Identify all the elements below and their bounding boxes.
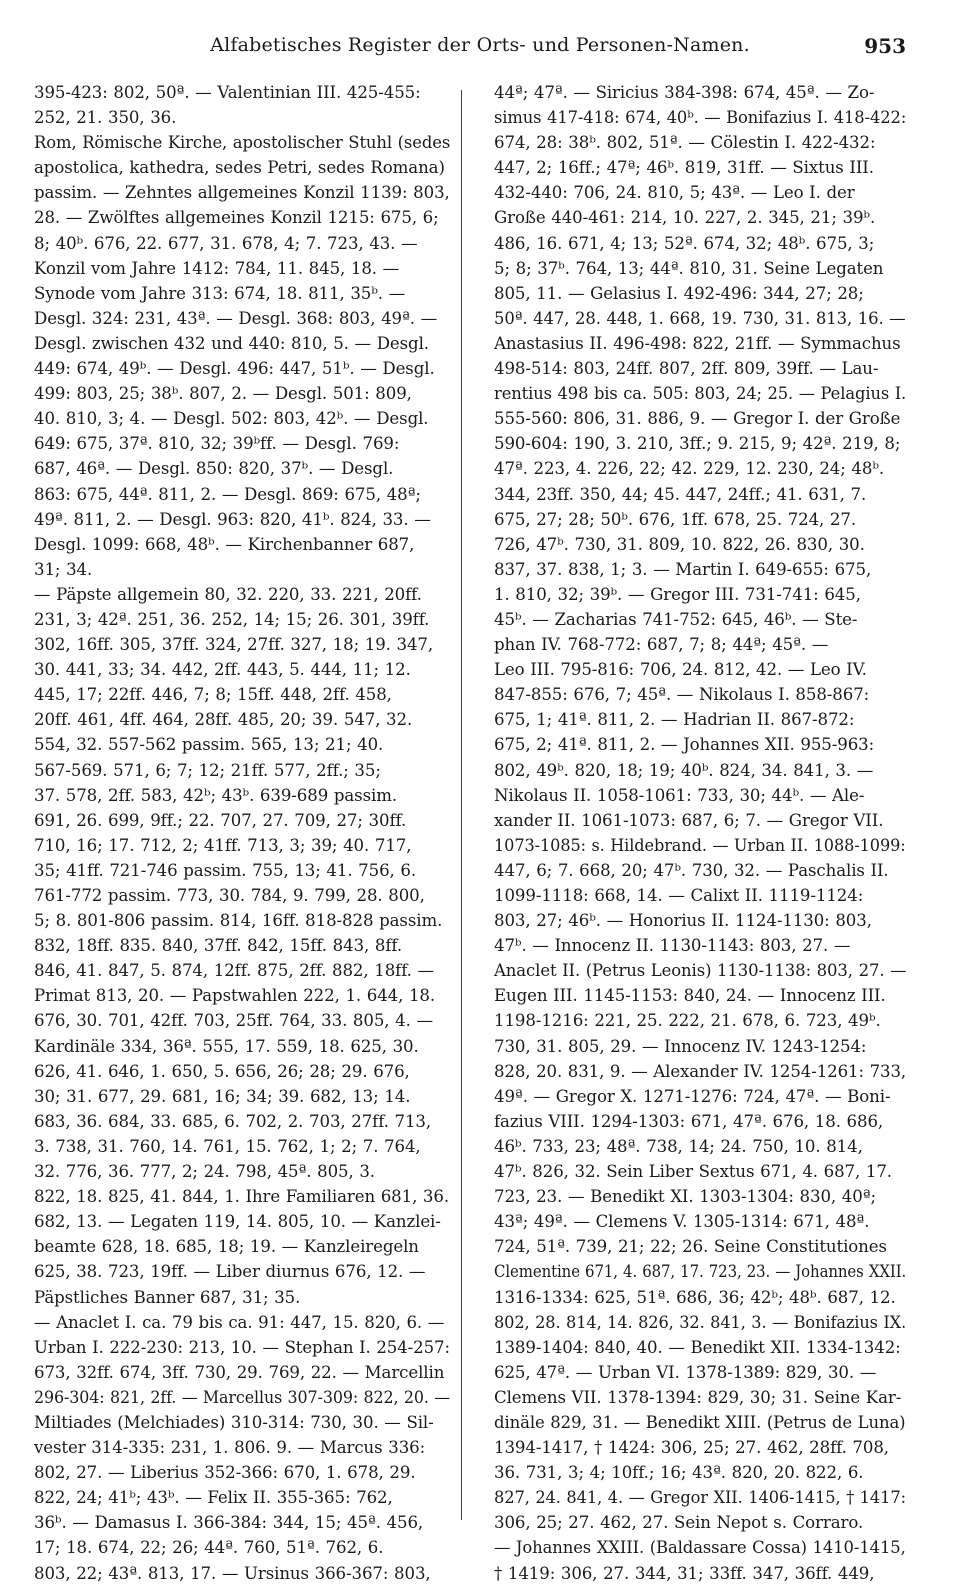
index-line: 682, 13. — Legaten 119, 14. 805, 10. — Kanzlei- [34,1212,441,1232]
index-line: simus 417-418: 674, 40ᵇ. — Bonifazius I. 418-422: [494,108,906,128]
index-line: 822, 18. 825, 41. 844, 1. Ihre Familiaren 681, 36. [34,1187,450,1207]
index-line: Synode vom Jahre 313: 674, 18. 811, 35ᵇ. — [34,283,406,303]
index-line: 40. 810, 3; 4. — Desgl. 502: 803, 42ᵇ. — Desgl. [34,409,429,429]
index-line: 847-855: 676, 7; 45ª. — Nikolaus I. 858-867: [494,685,870,705]
index-line: Päpstliches Banner 687, 31; 35. [34,1287,301,1307]
index-line: 49ª. — Gregor X. 1271-1276: 724, 47ª. — Boni- [494,1086,891,1106]
index-line: xander II. 1061-1073: 687, 6; 7. — Gregor VII. [494,810,884,830]
index-line: passim. — Zehntes allgemeines Konzil 1139: 803, [34,183,450,203]
index-line: 47ᵇ. — Innocenz II. 1130-1143: 803, 27. — [494,936,851,956]
index-line: 49ª. 811, 2. — Desgl. 963: 820, 41ᵇ. 824, 33. — [34,509,431,529]
index-line: 20ff. 461, 4ff. 464, 28ff. 485, 20; 39. 547, 32. [34,710,413,730]
index-line: 231, 3; 42ª. 251, 36. 252, 14; 15; 26. 301, 39ff. [34,609,430,629]
index-line: 1073-1085: s. Hildebrand. — Urban II. 1088-1099: [494,835,906,855]
index-line: Nikolaus II. 1058-1061: 733, 30; 44ᵇ. — Ale- [494,785,865,805]
index-line: 837, 37. 838, 1; 3. — Martin I. 649-655: 675, [494,559,872,579]
index-line: Anastasius II. 496-498: 822, 21ff. — Symmachus [494,333,901,353]
index-line: phan IV. 768-772: 687, 7; 8; 44ª; 45ª. — [494,635,829,655]
left-column [34,80,450,1586]
index-line: Rom, Römische Kirche, apostolischer Stuhl (sedes [34,133,450,153]
index-line: 432-440: 706, 24. 810, 5; 43ª. — Leo I. der [494,183,855,203]
index-line: 47ª. 223, 4. 226, 22; 42. 229, 12. 230, 24; 48ᵇ. [494,459,885,479]
index-line: 296-304: 821, 2ff. — Marcellus 307-309: 822, 20. — [34,1387,450,1407]
index-line: 1198-1216: 221, 25. 222, 21. 678, 6. 723, 49ᵇ. [494,1011,881,1031]
index-line: 8; 40ᵇ. 676, 22. 677, 31. 678, 4; 7. 723, 43. — [34,233,418,253]
index-line: 36ᵇ. — Damasus I. 366-384: 344, 15; 45ª. 456, [34,1513,424,1533]
running-title: Alfabetisches Register der Orts- und Personen-Namen. [210,34,750,56]
index-line: 447, 2; 16ff.; 47ª; 46ᵇ. 819, 31ff. — Sixtus III. [494,158,874,178]
index-line: Clementine 671, 4. 687, 17. 723, 23. — Johannes XXII. [494,1262,906,1282]
index-line: 828, 20. 831, 9. — Alexander IV. 1254-1261: 733, [494,1061,906,1081]
index-line: Urban I. 222-230: 213, 10. — Stephan I. 254-257: [34,1337,450,1357]
index-line: — Päpste allgemein 80, 32. 220, 33. 221, 20ff. [34,584,422,604]
index-line: 590-604: 190, 3. 210, 3ff.; 9. 215, 9; 42ª. 219, 8; [494,434,901,454]
index-line: 499: 803, 25; 38ᵇ. 807, 2. — Desgl. 501: 809, [34,384,412,404]
index-line: Anaclet II. (Petrus Leonis) 1130-1138: 803, 27. — [494,961,906,981]
index-line: 46ᵇ. 733, 23; 48ª. 738, 14; 24. 750, 10. 814, [494,1136,863,1156]
index-line: 803, 22; 43ª. 813, 17. — Ursinus 366-367: 803, [34,1563,431,1583]
index-line: 730, 31. 805, 29. — Innocenz IV. 1243-1254: [494,1036,867,1056]
index-line: Clemens VII. 1378-1394: 829, 30; 31. Seine Kar- [494,1387,902,1407]
index-line: 35; 41ff. 721-746 passim. 755, 13; 41. 756, 6. [34,860,417,880]
index-line: 832, 18ff. 835. 840, 37ff. 842, 15ff. 843, 8ff. [34,936,402,956]
index-line: 675, 1; 41ª. 811, 2. — Hadrian II. 867-872: [494,710,855,730]
index-line: 726, 47ᵇ. 730, 31. 809, 10. 822, 26. 830, 30. [494,534,865,554]
index-line: 723, 23. — Benedikt XI. 1303-1304: 830, 40ª; [494,1187,876,1207]
index-line: 30; 31. 677, 29. 681, 16; 34; 39. 682, 13; 14. [34,1086,411,1106]
index-line: 683, 36. 684, 33. 685, 6. 702, 2. 703, 27ff. 713, [34,1111,432,1131]
index-line: 554, 32. 557-562 passim. 565, 13; 21; 40. [34,735,384,755]
index-line: 252, 21. 350, 36. [34,108,177,128]
right-column [494,80,906,1586]
index-line: 802, 28. 814, 14. 826, 32. 841, 3. — Bonifazius IX. [494,1312,906,1332]
index-line: 5; 8; 37ᵇ. 764, 13; 44ª. 810, 31. Seine Legaten [494,258,884,278]
index-line: 649: 675, 37ª. 810, 32; 39ᵇff. — Desgl. 769: [34,434,400,454]
index-line: 37. 578, 2ff. 583, 42ᵇ; 43ᵇ. 639-689 passim. [34,785,398,805]
index-line: vester 314-335: 231, 1. 806. 9. — Marcus 336: [34,1438,426,1458]
index-line: 674, 28: 38ᵇ. 802, 51ª. — Cölestin I. 422-432: [494,133,876,153]
index-line: 555-560: 806, 31. 886, 9. — Gregor I. der Große [494,409,901,429]
index-line: rentius 498 bis ca. 505: 803, 24; 25. — Pelagius I. [494,384,906,404]
index-line: 676, 30. 701, 42ff. 703, 25ff. 764, 33. 805, 4. — [34,1011,433,1031]
index-line: Leo III. 795-816: 706, 24. 812, 42. — Leo IV. [494,660,867,680]
index-line: 1389-1404: 840, 40. — Benedikt XII. 1334-1342: [494,1337,901,1357]
index-line: 447, 6; 7. 668, 20; 47ᵇ. 730, 32. — Paschalis II. [494,860,889,880]
index-line: 761-772 passim. 773, 30. 784, 9. 799, 28. 800, [34,886,425,905]
index-line: 3. 738, 31. 760, 14. 761, 15. 762, 1; 2; 7. 764, [34,1136,421,1156]
index-line: 822, 24; 41ᵇ; 43ᵇ. — Felix II. 355-365: 762, [34,1488,393,1508]
index-line: Desgl. zwischen 432 und 440: 810, 5. — Desgl. [34,333,429,353]
index-line: Eugen III. 1145-1153: 840, 24. — Innocenz III. [494,986,886,1006]
index-line: 50ª. 447, 28. 448, 1. 668, 19. 730, 31. 813, 16. — [494,308,906,328]
index-line: 691, 26. 699, 9ff.; 22. 707, 27. 709, 27; 30ff. [34,810,407,830]
index-line: Desgl. 324: 231, 43ª. — Desgl. 368: 803, 49ª. — [34,308,438,328]
index-line: — Johannes XXIII. (Baldassare Cossa) 1410-1415, [494,1538,906,1558]
index-line: 1. 810, 32; 39ᵇ. — Gregor III. 731-741: 645, [494,584,861,604]
index-line: 36. 731, 3; 4; 10ff.; 16; 43ª. 820, 20. 822, 6. [494,1463,864,1483]
index-line: 846, 41. 847, 5. 874, 12ff. 875, 2ff. 882, 18ff. — [34,961,434,981]
index-line: 44ª; 47ª. — Siricius 384-398: 674, 45ª. — Zo- [494,83,875,102]
index-line: Miltiades (Melchiades) 310-314: 730, 30. — Sil- [34,1412,434,1432]
index-line: 805, 11. — Gelasius I. 492-496: 344, 27; 28; [494,283,864,303]
index-line: 31; 34. [34,559,93,579]
index-line: 45ᵇ. — Zacharias 741-752: 645, 46ᵇ. — Ste- [494,609,858,629]
index-line: Primat 813, 20. — Papstwahlen 222, 1. 644, 18. [34,986,436,1006]
index-line: 802, 27. — Liberius 352-366: 670, 1. 678, 29. [34,1463,416,1483]
index-line: 673, 32ff. 674, 3ff. 730, 29. 769, 22. — Marcellin [34,1362,445,1382]
index-line: 449: 674, 49ᵇ. — Desgl. 496: 447, 51ᵇ. — Desgl. [34,359,435,379]
index-line: 827, 24. 841, 4. — Gregor XII. 1406-1415, † 1417: [494,1488,906,1508]
index-line: 30. 441, 33; 34. 442, 2ff. 443, 5. 444, 11; 12. [34,660,411,680]
index-line: 1316-1334: 625, 51ª. 686, 36; 42ᵇ; 48ᵇ. 687, 12. [494,1287,896,1307]
page-number: 953 [864,34,906,58]
index-line: 43ª; 49ª. — Clemens V. 1305-1314: 671, 48ª. [494,1212,870,1232]
index-line: 863: 675, 44ª. 811, 2. — Desgl. 869: 675, 48ª; [34,484,421,504]
index-line: Desgl. 1099: 668, 48ᵇ. — Kirchenbanner 687, [34,534,415,554]
index-line: 5; 8. 801-806 passim. 814, 16ff. 818-828 passim. [34,911,443,931]
index-line: beamte 628, 18. 685, 18; 19. — Kanzleiregeln [34,1237,419,1257]
index-line: 1394-1417, † 1424: 306, 25; 27. 462, 28ff. 708, [494,1438,889,1458]
index-line: 47ᵇ. 826, 32. Sein Liber Sextus 671, 4. 687, 17. [494,1162,892,1182]
index-line: 1099-1118: 668, 14. — Calixt II. 1119-1124: [494,886,864,905]
index-line: 675, 27; 28; 50ᵇ. 676, 1ff. 678, 25. 724, 27. [494,509,856,529]
index-line: 395-423: 802, 50ª. — Valentinian III. 425-455: [34,83,421,102]
index-line: 17; 18. 674, 22; 26; 44ª. 760, 51ª. 762, 6. [34,1538,384,1558]
index-line: 675, 2; 41ª. 811, 2. — Johannes XII. 955-963: [494,735,875,755]
index-line: 625, 47ª. — Urban VI. 1378-1389: 829, 30. — [494,1362,877,1382]
index-line: Große 440-461: 214, 10. 227, 2. 345, 21; 39ᵇ. [494,208,876,228]
index-line: 306, 25; 27. 462, 27. Sein Nepot s. Corraro. [494,1513,864,1533]
index-line: dinäle 829, 31. — Benedikt XIII. (Petrus de Luna) [494,1412,906,1432]
index-line: 344, 23ff. 350, 44; 45. 447, 24ff.; 41. 631, 7. [494,484,867,504]
index-line: 802, 49ᵇ. 820, 18; 19; 40ᵇ. 824, 34. 841, 3. — [494,760,874,780]
index-line: 724, 51ª. 739, 21; 22; 26. Seine Constitutiones [494,1237,887,1257]
index-line: 486, 16. 671, 4; 13; 52ª. 674, 32; 48ᵇ. 675, 3; [494,233,875,253]
index-line: 445, 17; 22ff. 446, 7; 8; 15ff. 448, 2ff. 458, [34,685,392,705]
page-header [30,34,930,64]
index-line: 567-569. 571, 6; 7; 12; 21ff. 577, 2ff.; 35; [34,760,381,780]
index-line: Kardinäle 334, 36ª. 555, 17. 559, 18. 625, 30. [34,1036,419,1056]
index-line: 803, 27; 46ᵇ. — Honorius II. 1124-1130: 803, [494,911,872,931]
index-line: † 1419: 306, 27. 344, 31; 33ff. 347, 36ff. 449, [494,1563,875,1583]
index-line: fazius VIII. 1294-1303: 671, 47ª. 676, 18. 686, [494,1111,884,1131]
index-line: 625, 38. 723, 19ff. — Liber diurnus 676, 12. — [34,1262,426,1282]
index-line: 28. — Zwölftes allgemeines Konzil 1215: 675, 6; [34,208,439,228]
index-line: 710, 16; 17. 712, 2; 41ff. 713, 3; 39; 40. 717, [34,835,412,855]
index-line: 498-514: 803, 24ff. 807, 2ff. 809, 39ff. — Lau- [494,359,879,379]
index-line: Konzil vom Jahre 1412: 784, 11. 845, 18. — [34,258,400,278]
index-line: — Anaclet I. ca. 79 bis ca. 91: 447, 15. 820, 6. — [34,1312,445,1332]
index-line: 626, 41. 646, 1. 650, 5. 656, 26; 28; 29. 676, [34,1061,410,1081]
index-line: apostolica, kathedra, sedes Petri, sedes Romana) [34,158,445,178]
index-line: 687, 46ª. — Desgl. 850: 820, 37ᵇ. — Desgl. [34,459,394,479]
column-divider [461,90,462,1520]
index-line: 302, 16ff. 305, 37ff. 324, 27ff. 327, 18; 19. 347, [34,635,434,655]
index-line: 32. 776, 36. 777, 2; 24. 798, 45ª. 805, 3. [34,1162,375,1182]
